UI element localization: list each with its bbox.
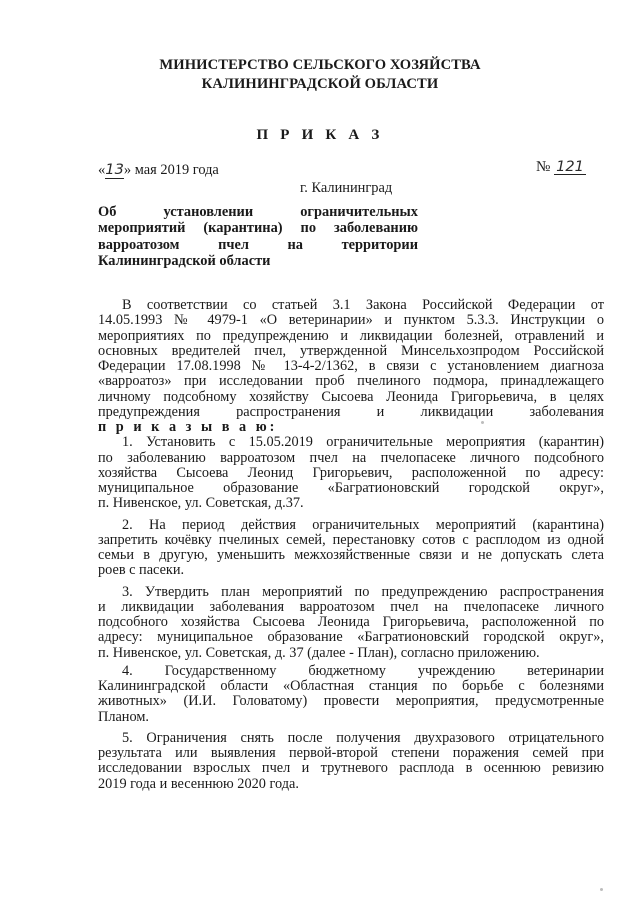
preamble-line: Федерации 17.08.1998 № 13-4-2/1362, в связи с установлением диагноза: [98, 359, 604, 374]
number-handwritten: 121: [556, 158, 584, 175]
item-4-line: 4. Государственному бюджетному учреждению ветеринарии: [122, 663, 604, 679]
date-rest: мая 2019 года: [134, 162, 219, 178]
order-word: п р и к а з ы в а ю:: [98, 420, 278, 435]
item-3-line: и ликвидации заболевания варроатозом пчел на пчелопасеке личного: [98, 599, 604, 615]
subject-line: варроатозом пчел на территории: [98, 236, 418, 253]
item-3-line: 3. Утвердить план мероприятий по предупреждению распространения: [122, 584, 604, 600]
item-4-line: Планом.: [98, 709, 149, 725]
item-4-line: Калининградской области «Областная станция по борьбе с болезнями: [98, 679, 604, 694]
date-close-quote: »: [123, 162, 132, 178]
preamble-line: мероприятиях по предупреждению и ликвидации болезней, отравлений и: [98, 328, 604, 344]
item-5-line: результата или выявления первой-второй степени поражения семей при: [98, 746, 604, 761]
item-1-line: п. Нивенское, ул. Советская, д.37.: [98, 496, 304, 512]
item-2-line: семьи в другую, уменьшить межхозяйственные связи и не допускать слета: [98, 548, 604, 563]
item-2-line: 2. На период действия ограничительных мероприятий (карантина): [122, 517, 604, 533]
preamble-line: В соответствии со статьей 3.1 Закона Российской Федерации от: [122, 298, 604, 313]
order-date: [98, 161, 219, 179]
document-title: П Р И К А З: [256, 127, 384, 143]
item-3-line: п. Нивенское, ул. Советская, д. 37 (далее - План), согласно приложению.: [98, 645, 540, 661]
preamble-line: «варроатоз» при исследовании проб пчелиного подмора, принадлежащего: [98, 374, 604, 390]
item-4-line: животных» (И.И. Головатому) провести мероприятия, предусмотренные: [98, 694, 604, 710]
item-1-line: хозяйства Сысоева Леонид Григорьевич, расположенной по адресу:: [98, 465, 604, 481]
order-subject: [98, 204, 418, 269]
subject-line: Калининградской области: [98, 252, 271, 269]
order-body: [98, 298, 604, 792]
preamble-line: личному подсобному хозяйству Сысоева Леонида Григорьевича, в целях: [98, 389, 604, 405]
order-number: [536, 159, 586, 176]
item-1-line: по заболеванию варроатозом пчел на пчелопасеке личного подсобного: [98, 450, 604, 466]
item-1-line: 1. Установить с 15.05.2019 ограничительные мероприятия (карантин): [122, 435, 604, 451]
scan-speck: [600, 888, 603, 891]
number-prefix: №: [536, 159, 551, 175]
date-open-quote: «: [98, 162, 106, 178]
ministry-name-line-1: МИНИСТЕРСТВО СЕЛЬСКОГО ХОЗЯЙСТВА: [159, 57, 481, 73]
item-1-line: муниципальное образование «Багратионовский городской округ»,: [98, 481, 604, 496]
city: г. Калининград: [300, 180, 393, 196]
date-day-handwritten: 13: [105, 161, 124, 178]
subject-line: мероприятий (карантина) по заболеванию: [98, 220, 418, 237]
item-3-line: адресу: муниципальное образование «Багратионовский городской округ»,: [98, 630, 604, 646]
preamble-line: предупреждения распространения и ликвидации заболевания: [98, 404, 604, 420]
item-2-line: запретить кочёвку пчелиных семей, перестановку сотов с расплодом из одной: [98, 532, 604, 548]
item-3-line: подсобного хозяйства Сысоева Леонида Григорьевича, расположенной по: [98, 615, 604, 630]
item-5-line: 2019 года и весеннюю 2020 года.: [98, 776, 299, 792]
item-2-line: роев с пасеки.: [98, 563, 185, 579]
preamble-line: 14.05.1993 № 4979-1 «О ветеринарии» и пунктом 5.3.3. Инструкции о: [98, 313, 604, 329]
scan-speck: [481, 421, 484, 424]
ministry-name-line-2: КАЛИНИНГРАДСКОЙ ОБЛАСТИ: [201, 76, 439, 92]
preamble-line: основных вредителей пчел, утвержденной Минсельхозпродом Российской: [98, 343, 604, 359]
subject-line: Об установлении ограничительных: [98, 204, 418, 220]
item-5-line: исследовании взрослых пчел и трутневого расплода в осеннюю ревизию: [98, 761, 604, 777]
item-5-line: 5. Ограничения снять после получения двухразового отрицательного: [122, 730, 604, 746]
